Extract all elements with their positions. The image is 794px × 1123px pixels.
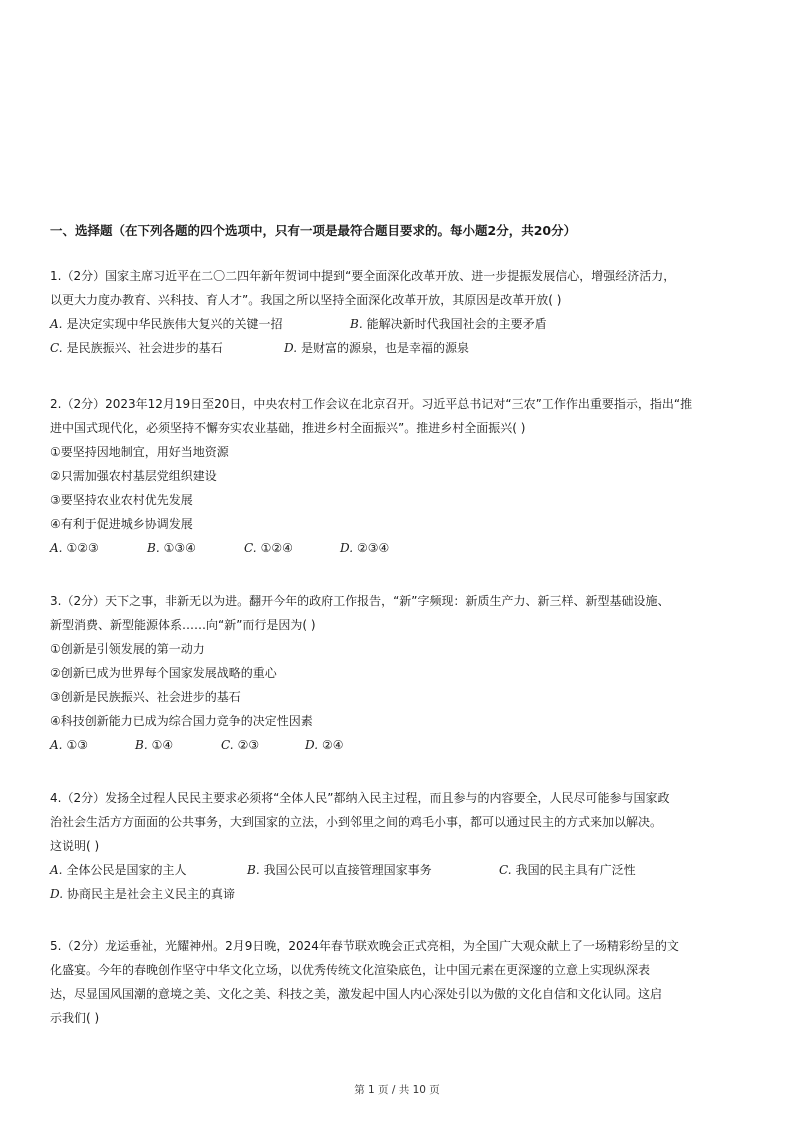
option-d[interactable]: D. 协商民主是社会主义民主的真谛 xyxy=(50,887,236,901)
question-text-line: 5.（2分）龙运垂祉，光耀神州。2月9日晚，2024年春节联欢晚会正式亮相，为全国广大观众献上了一场精彩纷呈的文 xyxy=(50,939,679,953)
option-a[interactable]: A. 全体公民是国家的主人 xyxy=(50,863,187,877)
question-text-line: 3.（2分）天下之事，非新无以为进。翻开今年的政府工作报告，“新”字频现：新质生产力、新三样、新型基础设施、 xyxy=(50,594,670,608)
statement-1: ①创新是引领发展的第一动力 xyxy=(50,642,205,656)
option-a[interactable]: A. ①③ xyxy=(50,738,88,752)
question-text-line: 4.（2分）发扬全过程人民民主要求必须将“全体人民”都纳入民主过程，而且参与的内容要全，人民尽可能参与国家政 xyxy=(50,791,670,805)
question-4 xyxy=(50,786,750,906)
question-text-line: 示我们( ) xyxy=(50,1011,100,1025)
question-text-line: 达，尽显国风国潮的意境之美、文化之美、科技之美，激发起中国人内心深处引以为傲的文化自信和文化认同。这启 xyxy=(50,987,663,1001)
option-a[interactable]: A. ①②③ xyxy=(50,541,99,555)
question-text-line: 治社会生活方方面面的公共事务，大到国家的立法，小到邻里之间的鸡毛小事，都可以通过民主的方式来加以解决。 xyxy=(50,815,663,829)
question-text-line: 进中国式现代化，必须坚持不懈夯实农业基础，推进乡村全面振兴”。推进乡村全面振兴( ) xyxy=(50,421,526,435)
question-text-line: 这说明( ) xyxy=(50,839,100,853)
option-row xyxy=(50,733,750,757)
question-text-line: 化盛宴。今年的春晚创作坚守中华文化立场，以优秀传统文化渲染底色，让中国元素在更深邃的立意上实现纵深表 xyxy=(50,963,651,977)
statement-4: ④科技创新能力已成为综合国力竞争的决定性因素 xyxy=(50,714,313,728)
option-row xyxy=(50,312,750,336)
statement-3: ③创新是民族振兴、社会进步的基石 xyxy=(50,690,241,704)
question-1 xyxy=(50,264,750,360)
option-c[interactable]: C. ②③ xyxy=(221,738,260,752)
question-3 xyxy=(50,589,750,757)
question-text-line: 新型消费、新型能源体系……向“新”而行是因为( ) xyxy=(50,618,316,632)
option-a[interactable]: A. 是决定实现中华民族伟大复兴的关键一招 xyxy=(50,317,283,331)
option-row xyxy=(50,336,750,360)
statement-1: ①要坚持因地制宜，用好当地资源 xyxy=(50,445,229,459)
option-b[interactable]: B. 我国公民可以直接管理国家事务 xyxy=(247,863,432,877)
page-footer: 第 1 页 / 共 10 页 xyxy=(354,1084,440,1096)
option-row xyxy=(50,536,750,560)
question-5 xyxy=(50,934,750,1030)
question-text-line: 以更大力度办教育、兴科技、育人才”。我国之所以坚持全面深化改革开放，其原因是改革开放( ) xyxy=(50,293,562,307)
option-b[interactable]: B. 能解决新时代我国社会的主要矛盾 xyxy=(350,317,547,331)
statement-2: ②创新已成为世界每个国家发展战略的重心 xyxy=(50,666,277,680)
option-c[interactable]: C. 我国的民主具有广泛性 xyxy=(499,863,636,877)
section-title: 一、选择题（在下列各题的四个选项中，只有一项是最符合题目要求的。每小题2分，共20分） xyxy=(50,223,577,238)
option-b[interactable]: B. ①③④ xyxy=(147,541,196,555)
option-c[interactable]: C. 是民族振兴、社会进步的基石 xyxy=(50,341,223,355)
option-c[interactable]: C. ①②④ xyxy=(244,541,293,555)
option-row xyxy=(50,858,750,882)
option-d[interactable]: D. 是财富的源泉，也是幸福的源泉 xyxy=(284,341,470,355)
statement-4: ④有利于促进城乡协调发展 xyxy=(50,517,193,531)
statement-3: ③要坚持农业农村优先发展 xyxy=(50,493,193,507)
question-text-line: 2.（2分）2023年12月19日至20日，中央农村工作会议在北京召开。习近平总书记对“三农”工作作出重要指示，指出“推 xyxy=(50,397,693,411)
option-b[interactable]: B. ①④ xyxy=(135,738,174,752)
option-row xyxy=(50,882,750,906)
option-d[interactable]: D. ②③④ xyxy=(340,541,390,555)
question-2 xyxy=(50,392,750,560)
question-text-line: 1.（2分）国家主席习近平在二〇二四年新年贺词中提到“要全面深化改革开放、进一步提振发展信心，增强经济活力， xyxy=(50,269,676,283)
option-d[interactable]: D. ②④ xyxy=(305,738,344,752)
statement-2: ②只需加强农村基层党组织建设 xyxy=(50,469,217,483)
